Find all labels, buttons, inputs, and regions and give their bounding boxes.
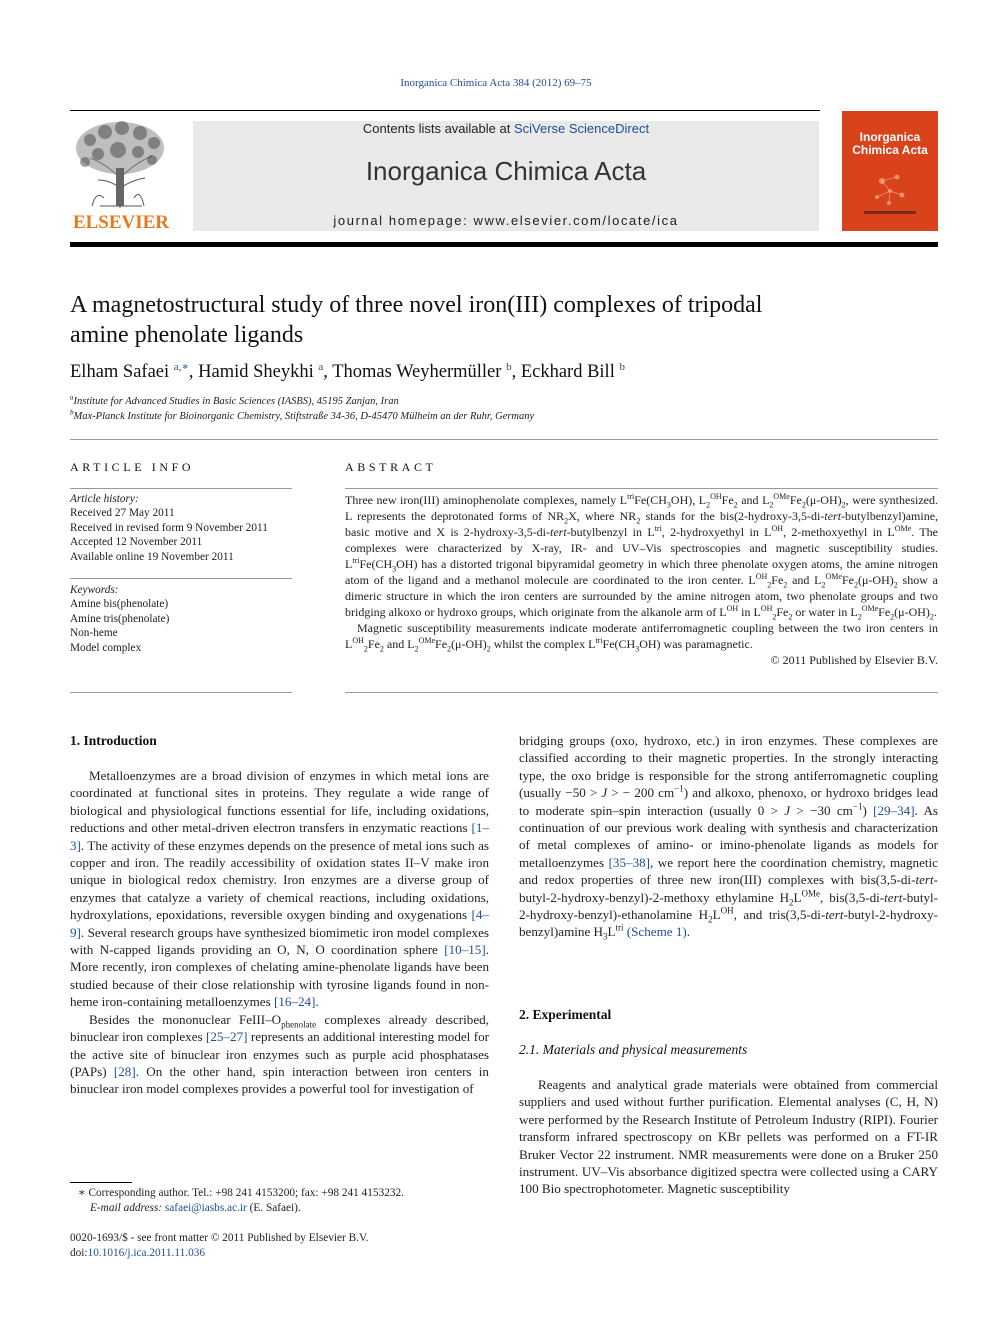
journal-homepage[interactable]: journal homepage: www.elsevier.com/locate/ica — [333, 213, 679, 228]
citation-link[interactable]: [29–34] — [873, 802, 915, 818]
email-suffix: (E. Safaei). — [246, 1202, 301, 1214]
history-label: Article history: — [70, 493, 139, 505]
contents-line — [193, 121, 819, 136]
divider — [70, 578, 292, 579]
keyword: Model complex — [70, 641, 142, 654]
cover-title-1: Inorganica — [859, 130, 921, 144]
elsevier-logo-text: ELSEVIER — [72, 212, 170, 233]
abstract-text: Three new iron(III) aminophenolate complexes, namely $L^{tri}Fe(CH_3OH)$, $L_2^{OH}Fe_2$ and $L_2^{OMe}Fe_2(\mu-OH)_2$, were synthesized. L represents the deprotonated forms of $NR_2X$, where $NR_2$ stands for the bis(2-hydroxy-3,5-di-tert-butylbenzyl)amine, basic motive and X is 2-hydroxy-3,5-di-tert-butylbenzyl in $L^{tri}$, 2-hydroxyethyl in $L^{OH}$, 2-methoxyethyl in $L^{OMe}$. The complexes were characterized by X-ray, IR- and UV–Vis spectroscopies and magnetic susceptibility studies. $L^{tri}Fe(CH_3OH)$ has a distorted trigonal bipyramidal geometry in which three phenolate oxygen atoms, the amine nitrogen atom of the ligand and a methanol molecule are coordinated to the iron center. $L^{OH}_2Fe_2$ and $L_2^{OMe}Fe_2(\mu-OH)_2$ show a dimeric structure in which the iron centers are surrounded by the amine nitrogen atom, two phenolate groups and two bridging alkoxo or hydroxo groups, which originate from the alkanole arm of $L^{OH}$ in $L^{OH}_2Fe_2$ or water in $L_2^{OMe}Fe_2(\mu-OH)_2$. Magnetic susceptibility measurements indicate moderate antiferromagnetic coupling between the two iron centers in $L^{OH}_2Fe_2$ and $L_2^{OMe}Fe_2(\mu-OH)_2$ whilst the complex $L^{tri}Fe(CH_3OH)$ was paramagnetic. © 2011 Published by Elsevier B.V. — [345, 492, 939, 667]
article-info-heading: ARTICLE INFO — [70, 460, 195, 474]
scheme-link[interactable]: (Scheme 1) — [626, 924, 687, 940]
journal-title: Inorganica Chimica Acta — [365, 156, 647, 186]
citation-link[interactable]: [16–24] — [273, 994, 316, 1010]
corresponding-author-note: ∗ Corresponding author. Tel.: +98 241 4153200; fax: +98 241 4153232. — [78, 1187, 404, 1199]
journal-citation[interactable]: Inorganica Chimica Acta 384 (2012) 69–75 — [400, 77, 592, 89]
keyword: Non-heme — [70, 627, 118, 640]
journal-cover-image — [842, 111, 938, 231]
author[interactable]: Elham Safaei $^{a,∗}$ — [70, 360, 189, 382]
affiliation: $^b$Max-Planck Institute for Bioinorganic Chemistry, Stiftstraße 34-36, D-45470 Mülheim an der Ruhr, Germany — [70, 408, 535, 422]
introduction-text: Metalloenzymes are a broad division of enzymes in which metal ions are coordinated at functional sites in proteins. They regulate a wide range of biological and physiological functions essential for life, including oxidations, reductions and other metal-driven electron transfers in enzymatic reactions [1–3]. The activity of these enzymes depends on the presence of metal ions such as copper and iron. The readily accessibility of oxidation states II–V make iron unique in biological redox chemistry. Iron enzymes are a diverse group of enzymes that catalyze a variety of chemical reactions, including oxidations, hydroxylations, epoxidations, reversible oxygen binding and oxygenations [4–9]. Several research groups have synthesized biomimetic iron model complexes with N-capped ligands providing an O, N, O coordination sphere [10–15]. More recently, iron complexes of chelating amine-phenolate ligands have been studied because of their close relationship with tyrosine ligands found in non-heme iron-containing metalloenzymes [16–24]. Besides the mononuclear FeIII–$O_{phenolate}$ complexes already described, binuclear iron complexes [25–27] represents an additional interesting model for the active site of binuclear iron enzymes such as purple acid phosphatases (PAPs) [28]. On the other hand, spin interaction between iron centers in binuclear iron model complexes provides a powerful tool for investigation of — [70, 768, 489, 1097]
divider — [345, 692, 938, 693]
email-label: E-mail address: — [90, 1202, 165, 1214]
author-list: Elham Safaei $^{a,∗}$, Hamid Sheykhi $^a$, Thomas Weyhermüller $^b$, Eckhard Bill $^b$ — [70, 360, 625, 382]
sciencedirect-link[interactable]: SciVerse ScienceDirect — [513, 121, 650, 136]
divider — [70, 488, 292, 489]
issn-line: 0020-1693/$ - see front matter © 2011 Published by Elsevier B.V. — [70, 1232, 369, 1244]
article-history — [70, 492, 292, 564]
doi-link[interactable]: 10.1016/j.ica.2011.11.036 — [87, 1247, 206, 1259]
citation-link[interactable]: [25–27] — [206, 1029, 248, 1045]
doi-label: doi: — [70, 1247, 88, 1259]
abstract-heading: ABSTRACT — [345, 460, 437, 474]
front-matter — [70, 1231, 490, 1261]
footnote-corresponding — [78, 1186, 498, 1216]
divider — [345, 488, 938, 489]
history-item: Received in revised form 9 November 2011 — [70, 521, 268, 534]
contents-prefix: Contents lists available at — [362, 121, 514, 136]
title-line-2: amine phenolate ligands — [70, 322, 304, 348]
citation-link[interactable]: [35–38] — [608, 854, 651, 870]
section-heading-experimental: 2. Experimental — [519, 1007, 612, 1022]
subsection-heading-materials: 2.1. Materials and physical measurements — [519, 1042, 748, 1057]
footnote-rule — [70, 1182, 132, 1183]
divider — [70, 439, 938, 440]
keyword: Amine bis(phenolate) — [70, 598, 169, 611]
experimental-text: Reagents and analytical grade materials were obtained from commercial suppliers and used without further purification. Elemental analyses (C, H, N) were performed by the Research Institute of Petroleum Industry (RIPI). Fourier transform infrared spectroscopy on KBr pellets was performed on a FT-IR Bruker Vector 22 instrument. NMR measurements were done on a Bruker 250 instrument. UV–Vis absorbance digitized spectra were collected using a CARY 100 Bio spectrophotometer. Magnetic susceptibility — [519, 1077, 938, 1197]
cover-title-2: Chimica Acta — [852, 143, 928, 157]
divider — [70, 692, 292, 693]
abstract-copyright: © 2011 Published by Elsevier B.V. — [770, 653, 938, 667]
section-heading-introduction: 1. Introduction — [70, 733, 157, 748]
citation-link[interactable]: [28] — [113, 1063, 136, 1079]
citation-link[interactable]: [1–3] — [70, 820, 489, 853]
history-item: Received 27 May 2011 — [70, 507, 175, 520]
email-link[interactable]: safaei@iasbs.ac.ir — [164, 1202, 247, 1214]
affiliation: $^a$Institute for Advanced Studies in Basic Sciences (IASBS), 45195 Zanjan, Iran — [70, 393, 399, 407]
keywords — [70, 583, 292, 655]
masthead-rule — [70, 242, 938, 247]
citation-link[interactable]: [4–9] — [70, 907, 489, 940]
keywords-label: Keywords: — [70, 584, 119, 596]
introduction-text-continued: bridging groups (oxo, hydroxo, etc.) in iron enzymes. These complexes are classified according to their magnetic properties. In the strongly interacting type, the oxo bridge is responsible for the strong antiferromagnetic coupling (usually −50 > J > − 200 $cm^{-1}$) and alkoxo, phenoxo, or hydroxo bridges lead to moderate spin–spin interaction (usually 0 > J > −30 $cm^{-1}$) [29–34]. As continuation of our previous work dealing with synthesis and characterization of metal complexes of amino- or imino-phenolate ligands as models for metalloenzymes [35–38], we report here the coordination chemistry, magnetic and redox properties of three new iron(III) complexes with bis(3,5-di-tert-butyl-2-hydroxy-benzyl)-2-methoxy ethylamine $H_2L^{OMe}$, bis(3,5-di-tert-butyl-2-hydroxy-benzyl)-ethanolamine $H_2L^{OH}$, and tris(3,5-di-tert-butyl-2-hydroxy-benzyl)amine $H_3L^{tri}$ (Scheme 1). — [519, 733, 939, 943]
author[interactable]: Thomas Weyhermüller $^b$ — [332, 360, 512, 382]
article-title — [70, 290, 930, 350]
author[interactable]: Eckhard Bill $^b$ — [520, 360, 625, 382]
history-item: Available online 19 November 2011 — [70, 550, 234, 563]
history-item: Accepted 12 November 2011 — [70, 536, 203, 549]
keyword: Amine tris(phenolate) — [70, 612, 170, 625]
header-rule — [70, 110, 820, 111]
author[interactable]: Hamid Sheykhi $^a$ — [198, 360, 324, 382]
title-line-1: A magnetostructural study of three novel iron(III) complexes of tripodal — [70, 292, 763, 318]
citation-link[interactable]: [10–15] — [444, 942, 486, 958]
